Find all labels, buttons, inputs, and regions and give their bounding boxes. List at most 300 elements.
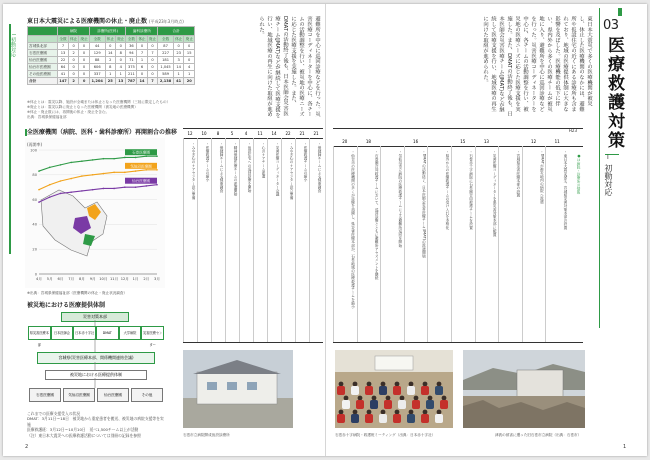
person-head: [395, 382, 400, 387]
table-subheader-cell: 廃止: [148, 36, 157, 41]
series-point: [135, 157, 137, 159]
series-point: [49, 167, 51, 169]
table-title-text: 東日本大震災による医療機関の休止・廃止数: [27, 18, 148, 25]
table-notes: [27, 100, 195, 120]
series-point: [145, 155, 147, 157]
table-cell: 787: [127, 79, 136, 83]
table-subheader-cell: 全数: [127, 36, 135, 41]
diagram-arrows: [27, 310, 163, 408]
table-cell: 2: [68, 50, 78, 57]
person-head: [395, 410, 400, 415]
table-header-cell: 病院: [58, 27, 90, 36]
series-point: [60, 193, 62, 195]
table-subheader-cell: [28, 36, 58, 43]
table-cell: 606: [89, 64, 105, 71]
timeline-entry: ・気仙沼市立病院の医療救護チームによる避難所巡回を開始: [398, 150, 403, 248]
x-tick-label: 8月: [78, 277, 85, 281]
footnote-line: これまでの医療支援受入の状況: [27, 411, 81, 416]
legend-label: 石巻医療圏: [132, 150, 150, 155]
table-subheader-cell: 全数: [89, 36, 105, 43]
diagram-title: 被災地における医療提供体制: [27, 302, 106, 309]
series-point: [49, 196, 51, 198]
table-cell: 44: [89, 43, 105, 50]
x-tick-label: 7月: [68, 277, 75, 281]
footnote: [27, 411, 167, 438]
person-body: [393, 414, 401, 423]
timeline-entry: ・仮設住宅への巡回診療を開始: [248, 142, 252, 193]
y-tick-label: 20: [32, 247, 37, 252]
footnote-line: （注）東日本大震災への医療救護活動については別冊の記録を参照: [27, 432, 141, 438]
table-cell: 0: [184, 57, 195, 64]
photo-clinic: [183, 350, 293, 428]
series-point: [135, 170, 137, 172]
timeline-entry: ・みやぎ心のケアセンター設立準備: [290, 142, 294, 200]
series-point: [92, 174, 94, 176]
timeline-day: 11: [554, 139, 560, 144]
person-head: [381, 382, 386, 387]
table-cell: 15: [184, 50, 195, 57]
photo-meeting: [335, 350, 453, 428]
person-head: [344, 396, 349, 401]
person-head: [353, 410, 358, 415]
table-cell: 1: [105, 71, 115, 78]
table-cell: 1,204: [89, 78, 105, 85]
series-point: [135, 186, 137, 188]
x-tick-label: 10月: [99, 277, 108, 281]
y-tick-label: 60: [32, 197, 37, 202]
footnote-line: DMAT：3月11日～18日 被災地から重症患者を搬送、被災地の病院支援等を実施: [27, 416, 164, 427]
margin-stripe: [9, 24, 11, 254]
person-body: [435, 386, 443, 395]
person-body: [412, 400, 420, 409]
table-cell: 7: [137, 50, 147, 57]
timeline-rule-left3: [183, 342, 323, 343]
table-subheader-cell: 休止: [138, 36, 146, 41]
table-note-line: ※休止とは：震災以降、施設が全壊または休止となった医療機関（三陸に限定したもの）: [27, 100, 171, 104]
timeline-day: 10: [201, 131, 207, 136]
left-margin: [3, 4, 23, 456]
person-head: [423, 410, 428, 415]
diagram-node: 日本赤十字社: [73, 326, 96, 340]
diagram-node: DMAT: [96, 326, 119, 340]
timeline-entry: ・保健師チームによる健康調査: [220, 142, 224, 193]
timeline-day: 21: [313, 131, 319, 136]
timeline-entry: ・災害医療コーディネーター会議: [276, 142, 280, 196]
timeline-day: 8: [216, 131, 220, 136]
table-cell: 41: [173, 78, 183, 85]
medical-system-diagram: [27, 310, 163, 408]
photo-hospital: [463, 350, 585, 428]
recovery-chart: [25, 138, 165, 288]
table-cell: 2,138: [158, 78, 174, 85]
person-head: [437, 410, 442, 415]
diagram-mid-box: 宮城県(災害医療本部、関係機関連絡会議): [37, 352, 155, 364]
table-body: [28, 43, 195, 85]
table-cell: 0: [147, 71, 157, 78]
body-paragraph: 東日本大震災で多くの医療機関が被災し、休止した医療機関のなかには、避難所や仮設住宅の近くにある診療所も含まれており、: [562, 16, 592, 112]
person-head: [409, 382, 414, 387]
timeline-day: 15: [460, 139, 466, 144]
timeline-day: 4: [244, 131, 248, 136]
person-body: [379, 414, 387, 423]
timeline-rule-right3: [333, 342, 583, 343]
person-body: [440, 400, 448, 409]
table-cell: 7: [147, 50, 157, 57]
timeline-entry: ・DMATの活動終了、日本医師会災害医療チーム(JMAT)の派遣開始: [422, 150, 427, 258]
timeline-day: 21: [299, 131, 305, 136]
person-body: [407, 414, 415, 423]
table-subheader-cell: 全数: [158, 36, 174, 43]
photo-window: [247, 382, 257, 390]
table-cell: 129: [89, 50, 105, 57]
table-cell: 14: [137, 78, 147, 85]
table-cell: 94: [126, 50, 137, 57]
series-point: [70, 178, 72, 180]
diagram-top-box: 災害対策本部: [61, 312, 129, 322]
table-title-note: (平成23年3月時点): [149, 19, 184, 24]
person-body: [421, 386, 429, 395]
person-body: [351, 386, 359, 395]
photo-board: [375, 356, 413, 370]
table-cell: 仙台市医療圏: [28, 64, 58, 71]
table-header-cell: 合計: [158, 27, 195, 36]
series-point: [124, 172, 126, 174]
person-body: [356, 400, 364, 409]
diagram-area-node: その他: [131, 388, 163, 402]
table-cell: 1: [137, 57, 147, 64]
table-note-line: ※休止・廃止数には、再開後の休止・廃止を含む。: [27, 110, 110, 114]
person-body: [435, 414, 443, 423]
table-cell: 13: [116, 78, 126, 85]
table-row: [28, 78, 195, 85]
body-paragraph: が継続して医療支援を行い、地域医療の再生に向けた取組が進められた。: [482, 16, 504, 113]
person-body: [407, 386, 415, 395]
diagram-node: 県災害医療本部: [28, 326, 51, 340]
timeline-entry: ・医療救護チームの縮小: [304, 142, 308, 182]
y-tick-label: 80: [32, 173, 37, 178]
timeline-entry: ・仙台市の医療機関の多くが診療を再開し、県災害医療本部が、石巻地域の医療救護チームを縮小: [351, 150, 356, 309]
table-subheader-cell: 廃止: [185, 36, 193, 41]
person-head: [428, 396, 433, 401]
table-cell: 14: [105, 50, 115, 57]
series-point: [81, 160, 83, 162]
series-point: [156, 169, 158, 171]
table-row: [28, 64, 195, 71]
person-body: [342, 400, 350, 409]
table-cell: 3: [173, 57, 183, 64]
person-body: [398, 400, 406, 409]
series-point: [113, 172, 115, 174]
chart-note: ※出典：宮城県保健福祉部（医療機関の休止・廃止状況調査）: [27, 291, 128, 295]
margin-tag: I 初動対応: [10, 34, 16, 58]
person-body: [351, 414, 359, 423]
table-cell: その他医療圏: [28, 71, 58, 78]
table-cell: 87: [158, 43, 174, 50]
table-cell: 4: [184, 64, 195, 71]
series-point: [103, 173, 105, 175]
person-head: [372, 396, 377, 401]
x-tick-label: 1月: [132, 277, 139, 281]
footnote-line: 医療救護班：3月12日～10月10日 延べ1,500チーム以上が活動: [27, 427, 139, 433]
caption-hospital: 津波の被害に遭った旧石巻市立病院（出典：石巻市）: [495, 433, 582, 437]
page-number-right: 1: [623, 444, 627, 450]
table-cell: 0: [68, 71, 78, 78]
table-subheader-cell: 休止: [175, 36, 183, 41]
table-cell: 4: [116, 64, 126, 71]
timeline-day: 5: [230, 131, 234, 136]
diagram-node: 日本医師会: [51, 326, 74, 340]
series-point: [92, 159, 94, 161]
person-body: [370, 400, 378, 409]
table-cell: 0: [79, 78, 89, 85]
chapter-title: 医療救護対策: [604, 36, 624, 150]
table-cell: 0: [137, 71, 147, 78]
table-cell: 6: [137, 64, 147, 71]
timeline-year: H23: [568, 128, 577, 133]
x-tick-label: 9月: [89, 277, 96, 281]
timeline-day: 22: [285, 131, 291, 136]
table-row: [28, 71, 195, 78]
table-cell: 7: [147, 78, 157, 85]
body-paragraph: 被災地の医療ニーズに応じた医療支援を実施した。また、DMATの活動終了後も、日本医師会災害医療チーム(JMAT)など: [274, 16, 304, 117]
table-subheader-cell: 廃止: [117, 36, 125, 41]
series-point: [38, 201, 40, 203]
person-body: [337, 386, 345, 395]
table-cell: 0: [68, 64, 78, 71]
page-number-left: 2: [25, 444, 29, 450]
table-cell: 64: [58, 64, 69, 71]
photo-window: [207, 382, 217, 390]
timeline-day: 16: [413, 139, 419, 144]
diagram-node: 大学病院: [119, 326, 142, 340]
table-cell: 宮城県北部: [28, 43, 58, 50]
table-cell: 0: [79, 64, 89, 71]
table-cell: 25: [105, 78, 115, 85]
series-point: [81, 175, 83, 177]
person-body: [337, 414, 345, 423]
series-point: [103, 158, 105, 160]
timeline-rule-left: [183, 128, 323, 129]
section-number: I: [607, 154, 609, 161]
chart-title: 全医療機関（病院、医科・歯科診療所）再開割合の推移: [27, 129, 178, 136]
table-cell: 0: [79, 43, 89, 50]
table-subheader-cell: 休止: [70, 36, 78, 41]
series-point: [38, 189, 40, 191]
person-head: [367, 382, 372, 387]
series-point: [92, 189, 94, 191]
timeline-day: 12: [531, 139, 537, 144]
y-tick-label: 100: [30, 148, 37, 153]
table-cell: 8: [116, 50, 126, 57]
photo-debris-shadow: [463, 400, 585, 428]
table-cell: 0: [147, 57, 157, 64]
x-tick-label: 12月: [120, 277, 129, 281]
timeline-days-left: [183, 130, 323, 138]
table-cell: 0: [79, 50, 89, 57]
y-tick-label: 40: [32, 222, 37, 227]
timeline-entry: ・東日本大震災発生、宮城県災害対策本部の設置: [563, 150, 568, 230]
series-point: [60, 164, 62, 166]
table-cell: 0: [116, 43, 126, 50]
person-head: [400, 396, 405, 401]
series-point: [60, 180, 62, 182]
table-cell: 0: [68, 43, 78, 50]
x-tick-label: 6月: [57, 277, 64, 281]
table-cell: 2: [105, 57, 115, 64]
table-cell: 仙台医療圏: [28, 57, 58, 64]
timeline-days-right: [333, 138, 583, 146]
person-head: [442, 396, 447, 401]
series-point: [49, 184, 51, 186]
timeline-day: 14: [271, 131, 277, 136]
timeline-entry: ・医療救護チームの縮小: [206, 142, 210, 182]
person-body: [365, 386, 373, 395]
table-cell: 0: [147, 64, 157, 71]
person-head: [423, 382, 428, 387]
person-head: [367, 410, 372, 415]
person-head: [339, 382, 344, 387]
series-point: [156, 155, 158, 157]
table-cell: 合計: [28, 78, 58, 85]
timeline-entry: ・DMATが被災地内の病院へ派遣: [540, 150, 545, 204]
person-body: [426, 400, 434, 409]
table-row: [28, 43, 195, 50]
person-head: [339, 410, 344, 415]
timeline-entry: ・精神保健医療チームの派遣開始: [234, 142, 238, 196]
table-cell: 22: [58, 57, 69, 64]
table-subheader-cell: 廃止: [80, 36, 88, 41]
table-title: [27, 16, 184, 25]
table-cell: 88: [89, 57, 105, 64]
caption-clinic: 石巻市立病院開成仮設診療所: [183, 433, 230, 437]
timeline-day: 20: [342, 139, 348, 144]
y-tick-label: 0: [34, 272, 37, 277]
person-body: [365, 414, 373, 423]
series-point: [103, 188, 105, 190]
body-paragraph: 避難所を中心に巡回診療などを行った。災害医療コーディネーターを中心に、各チームの活動調整を行い、: [298, 16, 320, 117]
timeline-entry: ・石巻赤十字病院に石巻圏合同救護チームを設置: [469, 150, 474, 230]
person-head: [414, 396, 419, 401]
table-cell: 13: [58, 50, 69, 57]
diagram-area-node: 石巻医療圏: [29, 388, 61, 402]
table-header-cell: 診療所(医科): [89, 27, 126, 36]
table-cell: 0: [68, 57, 78, 64]
table-subheader-row: [28, 36, 195, 43]
table-cell: 211: [127, 72, 135, 76]
photo-hospital-building: [517, 370, 563, 398]
table-header-row: [28, 27, 195, 36]
person-body: [379, 386, 387, 395]
series-point: [38, 170, 40, 172]
table-cell: 41: [58, 71, 69, 78]
table-cell: 8: [105, 64, 115, 71]
body-text-right: [333, 16, 593, 116]
caption-meeting: 石巻赤十字病院・救護班ミーティング（出典：日本赤十字社）: [335, 433, 436, 437]
series-point: [145, 185, 147, 187]
series-point: [81, 190, 83, 192]
table-cell: 0: [184, 43, 195, 50]
table-header-cell: [28, 27, 58, 36]
timeline-entry: ・みやぎ心のケアセンター設立準備: [192, 142, 196, 200]
photo-window: [227, 382, 237, 390]
x-tick-label: 11月: [110, 277, 119, 281]
timeline-day: 11: [257, 131, 263, 136]
table-cell: 337: [89, 71, 105, 78]
person-head: [409, 410, 414, 415]
diagram-node: 災害医療センター: [141, 326, 164, 340]
table-cell: 181: [158, 57, 174, 64]
table-row: [28, 57, 195, 64]
person-head: [437, 382, 442, 387]
table-cell: 1: [116, 71, 126, 78]
x-tick-label: 5月: [46, 277, 53, 281]
table-cell: 0: [79, 57, 89, 64]
body-text-left: [201, 16, 321, 118]
table-subheader-cell: 全数: [59, 36, 67, 41]
table-cell: 1: [184, 71, 195, 78]
x-tick-label: 3月: [154, 277, 160, 281]
section-title: 初動対応: [604, 164, 613, 196]
chapter-number: 03: [603, 18, 619, 33]
person-head: [386, 396, 391, 401]
person-head: [381, 410, 386, 415]
table-note-line: ※廃止とは：震災以降に廃止となった医療機関（被災地の医療機関）: [27, 105, 138, 109]
series-point: [70, 191, 72, 193]
timeline-day: 18: [365, 139, 371, 144]
side-green-note: ●は病院・診療所の情報: [577, 154, 581, 194]
timeline-rule-right: [333, 128, 583, 129]
timeline-entry: ・保健師チームによる健康調査: [318, 142, 322, 193]
series-point: [156, 184, 158, 186]
table-cell: 0: [137, 43, 147, 50]
person-head: [358, 396, 363, 401]
timeline-day: 13: [483, 139, 489, 144]
x-tick-label: 2月: [143, 277, 150, 281]
timeline-entry: ・心のケアチーム派遣: [262, 142, 266, 178]
table-cell: 石巻医療圏: [28, 50, 58, 57]
table-cell: 1: [173, 71, 183, 78]
legend-label: 仙台医療圏: [132, 179, 150, 184]
legend-label: 気仙沼医療圏: [130, 164, 152, 169]
table-subheader-cell: 休止: [106, 36, 114, 41]
table-row: [28, 50, 195, 57]
table-cell: 1,045: [158, 64, 174, 71]
table-cell: 2: [68, 78, 78, 85]
table-cell: 20: [184, 78, 195, 85]
table-cell: 375: [127, 65, 135, 69]
x-tick-label: 4月: [36, 277, 42, 281]
series-point: [113, 188, 115, 190]
table-cell: 14: [173, 64, 183, 71]
table-cell: 23: [173, 50, 183, 57]
table-cell: 0: [116, 57, 126, 64]
body-paragraph: 地域の医療提供体制に大きな影響を及ぼした。医療機能の低下に伴い、県内外から多くの医療チームが被災地に入り、: [538, 16, 568, 112]
chapter-bar: [618, 8, 622, 16]
table-cell: 227: [158, 50, 174, 57]
table-note-line: 出典：宮城県保健福祉部: [27, 115, 67, 119]
table-cell: 0: [147, 43, 157, 50]
timeline-entry: ・災害医療コーディネーターを県災害対策本部に配置: [493, 150, 498, 237]
table-cell: 7: [58, 43, 69, 50]
table-cell: 0: [105, 43, 115, 50]
timeline-entry: ・石巻圏合同救護チームにおいて、巡回診療とともに避難所アセスメントを継続: [375, 150, 380, 280]
body-paragraph: が継続して医療支援を行い、地域医療の再生に向けた取組が進められた。: [258, 16, 280, 118]
table-cell: 0: [79, 71, 89, 78]
table-cell: 589: [158, 71, 174, 78]
diagram-area-node: 仙台医療圏: [97, 388, 129, 402]
person-body: [384, 400, 392, 409]
person-body: [393, 386, 401, 395]
